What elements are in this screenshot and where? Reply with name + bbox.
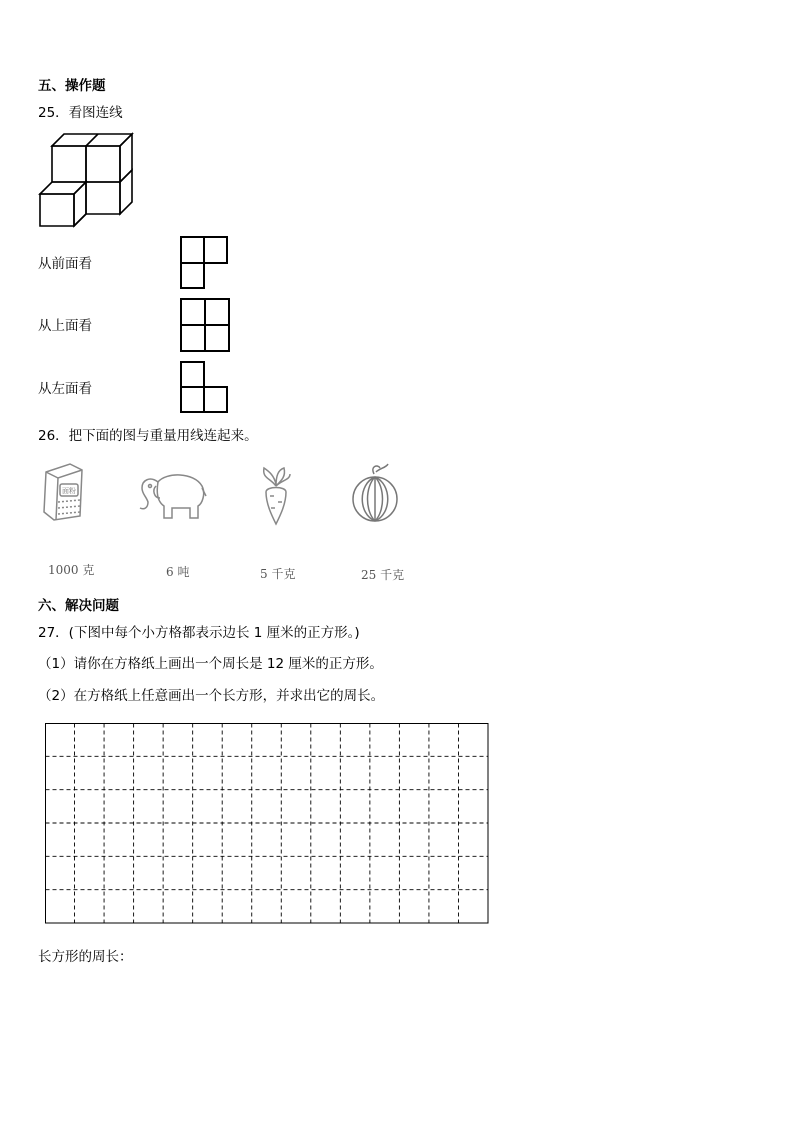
cube-solid-figure (40, 132, 132, 230)
question-26-title: 26．把下面的图与重量用线连起来。 (38, 428, 258, 444)
flour-bag-icon (40, 462, 86, 522)
section-heading-6: 六、解决问题 (38, 598, 119, 614)
flour-bag-text: 面粉 (62, 487, 76, 495)
question-27-part-2: （2）在方格纸上任意画出一个长方形，并求出它的周长。 (38, 688, 385, 704)
answer-label-perimeter: 长方形的周长： (38, 949, 133, 965)
square-grid-paper[interactable] (45, 723, 489, 924)
weight-label-1000g: 1000 克 (48, 563, 95, 577)
view-label-front: 从前面看 (38, 256, 92, 272)
elephant-icon (136, 468, 208, 522)
weight-label-5kg: 5 千克 (260, 567, 296, 581)
view-label-left: 从左面看 (38, 381, 92, 397)
question-25-title: 25．看图连线 (38, 105, 123, 121)
weight-label-6t: 6 吨 (166, 565, 190, 579)
question-27-part-1: （1）请你在方格纸上画出一个周长是 12 厘米的正方形。 (38, 656, 383, 672)
weight-label-25kg: 25 千克 (361, 568, 405, 582)
watermelon-icon (350, 462, 400, 524)
view-label-top: 从上面看 (38, 318, 92, 334)
top-view-shape (180, 298, 232, 354)
radish-icon (256, 466, 296, 526)
front-view-shape (180, 236, 230, 290)
left-view-shape (180, 361, 230, 415)
question-27-title: 27．(下图中每个小方格都表示边长 1 厘米的正方形。) (38, 625, 360, 641)
section-heading-5: 五、操作题 (38, 78, 106, 94)
